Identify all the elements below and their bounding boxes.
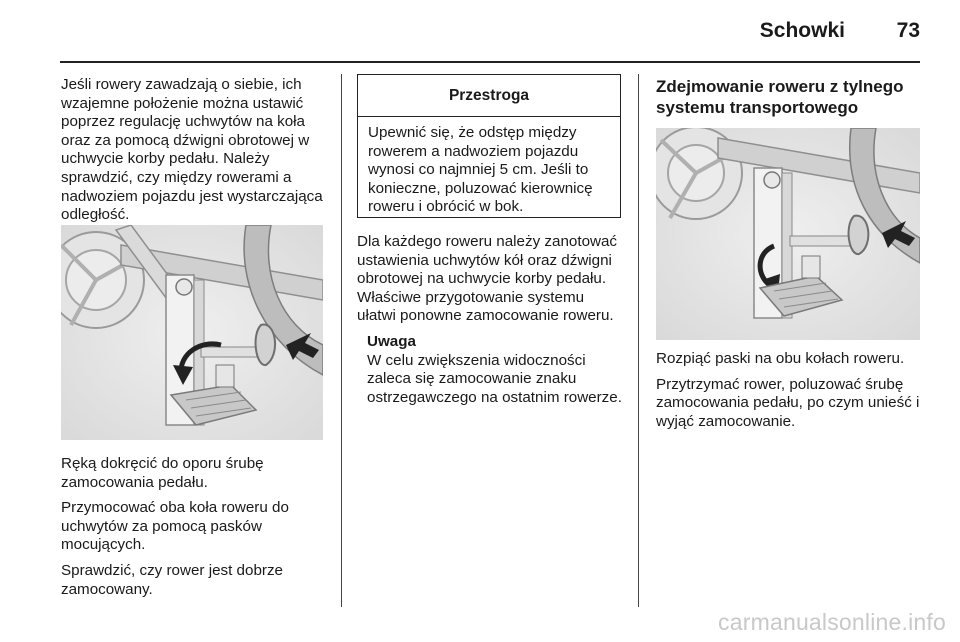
settings-paragraph: Dla każdego roweru należy zanotować ustawienia uchwytów kół oraz dźwigni obrotowej na uchwycie korby pedału. Właściwe przygotowanie systemu ułatwi ponowne zamocowanie roweru. [357, 233, 618, 325]
step-unbuckle-straps: Rozpiąć paski na obu kołach roweru. [656, 350, 905, 367]
caution-text: Upewnić się, że odstęp między rowerem a nadwoziem pojazdu wynosi co najmniej 5 cm. Jeśli to konieczne, poluzować kierownicę roweru i obrócić w bok. [368, 124, 593, 216]
pedal-mount-loosen-illustration [656, 128, 920, 340]
removal-heading: Zdejmowanie roweru z tylnego systemu transportowego [656, 77, 904, 117]
page-header [0, 0, 960, 64]
column-2 [357, 233, 623, 407]
column-divider-1 [341, 74, 342, 607]
step-remove-mount: Przytrzymać rower, poluzować śrubę zamocowania pedału, po czym unieść i wyjąć zamocowanie. [656, 375, 920, 430]
pedal-mount-tighten-illustration [61, 225, 323, 440]
note-label: Uwaga [367, 332, 416, 350]
page-number: 73 [896, 19, 920, 42]
header-divider [60, 61, 920, 63]
intro-paragraph: Jeśli rowery zawadzają o siebie, ich wzajemne położenie można ustawić poprzez regulację uchwytów na koła oraz za pomocą dźwigni obrotowej w uchwycie korby pedału. Należy sprawdzić, czy między rowerami a nadwoziem pojazdu jest wystarczająca odległość. [61, 76, 323, 224]
note-text: W celu zwiększenia widoczności zaleca się zamocowanie znaku ostrzegawczego na ostatnim rowerze. [367, 351, 622, 406]
column-1-steps [61, 455, 329, 599]
caution-title: Przestroga [358, 75, 620, 117]
watermark: carmanualsonline.info [718, 609, 946, 635]
section-title: Schowki [759, 19, 845, 42]
column-3 [656, 76, 922, 118]
column-3-steps [656, 350, 922, 431]
step-attach-wheels: Przymocować oba koła roweru do uchwytów za pomocą pasków mocujących. [61, 499, 289, 554]
step-tighten-screw: Ręką dokręcić do oporu śrubę zamocowania pedału. [61, 455, 264, 491]
column-1 [61, 76, 329, 225]
step-check-mounting: Sprawdzić, czy rower jest dobrze zamocowany. [61, 561, 283, 598]
note-block [367, 333, 623, 407]
caution-box [357, 74, 621, 218]
column-divider-2 [638, 74, 639, 607]
